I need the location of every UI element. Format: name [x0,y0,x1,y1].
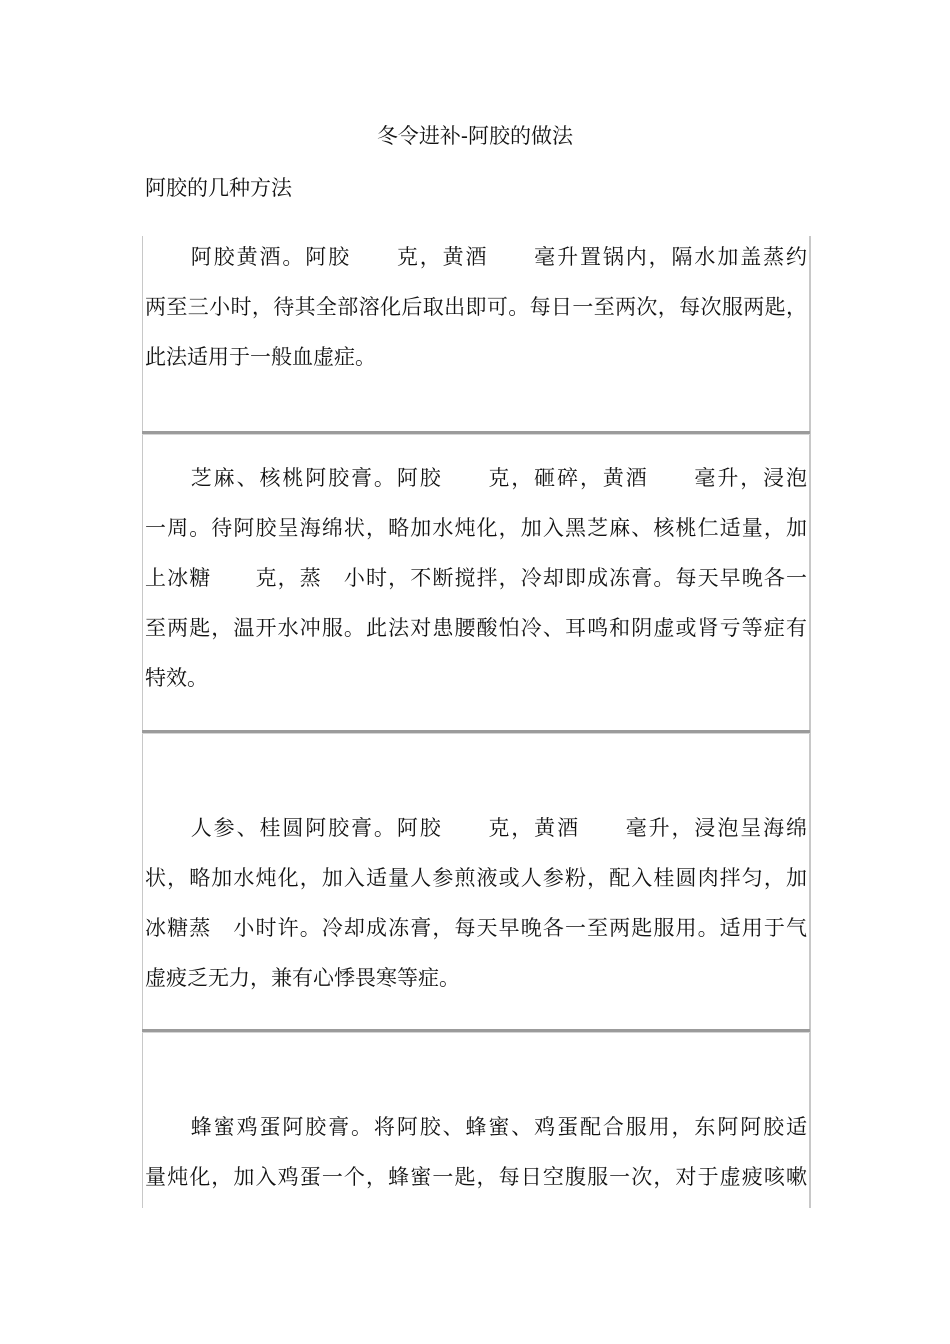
text-line: 一周。待阿胶呈海绵状，略加水炖化，加入黑芝麻、核桃仁适量，加 [145,516,807,540]
text-line: 量炖化，加入鸡蛋一个，蜂蜜一匙，每日空腹服一次，对于虚疲咳嗽 [145,1165,807,1189]
recipe-paragraph-renshen-guiyuan [145,803,807,1003]
text-line: 芝麻、核桃阿胶膏。阿胶 克，砸碎，黄酒 毫升，浸泡 [145,466,807,490]
recipe-paragraph-zhima-hetao [145,453,807,703]
row-divider [142,730,810,734]
text-line: 两至三小时，待其全部溶化后取出即可。每日一至两次，每次服两匙， [145,295,807,319]
recipe-paragraph-huangjiu [145,232,807,382]
text-line: 上冰糖 克，蒸 小时，不断搅拌，冷却即成冻膏。每天早晚各一 [145,566,807,590]
text-line: 人参、桂圆阿胶膏。阿胶 克，黄酒 毫升，浸泡呈海绵 [145,816,807,840]
row-divider [142,431,810,435]
text-line: 蜂蜜鸡蛋阿胶膏。将阿胶、蜂蜜、鸡蛋配合服用，东阿阿胶适 [145,1115,807,1139]
text-line: 冰糖蒸 小时许。冷却成冻膏，每天早晚各一至两匙服用。适用于气 [145,916,807,940]
recipe-paragraph-fengmi-jidan [145,1102,807,1202]
text-line: 虚疲乏无力，兼有心悸畏寒等症。 [145,966,460,990]
text-line: 特效。 [145,666,208,690]
text-line: 至两匙，温开水冲服。此法对患腰酸怕冷、耳鸣和阴虚或肾亏等症有 [145,616,807,640]
document-title: 冬令进补-阿胶的做法 [376,124,574,148]
row-divider [142,1029,810,1033]
text-line: 此法适用于一般血虚症。 [145,345,376,369]
text-line: 状，略加水炖化，加入适量人参煎液或人参粉，配入桂圆肉拌匀，加 [145,866,807,890]
text-line: 阿胶黄酒。阿胶 克，黄酒 毫升置锅内，隔水加盖蒸约 [145,245,807,269]
section-heading: 阿胶的几种方法 [145,176,292,200]
